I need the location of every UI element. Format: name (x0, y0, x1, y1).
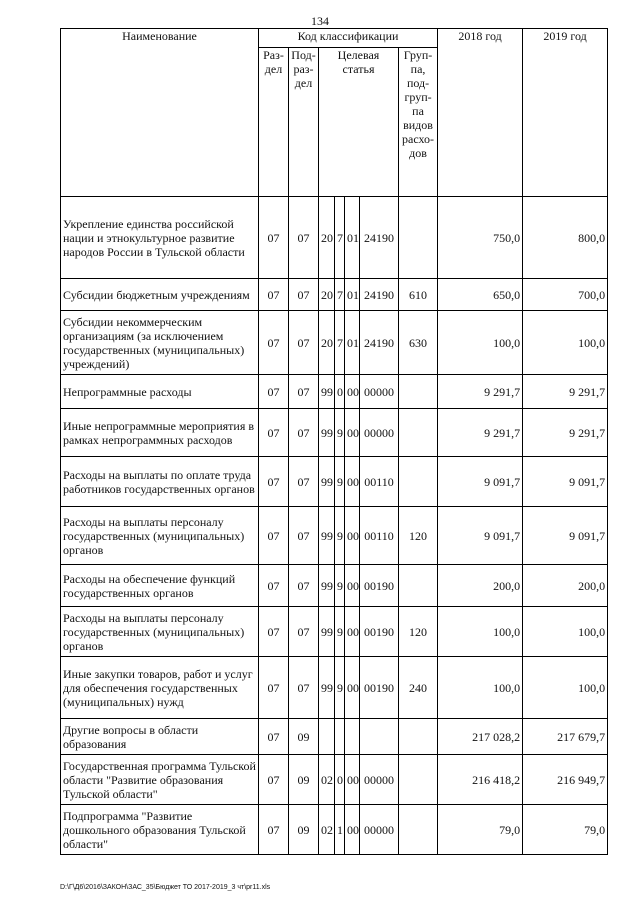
cell-target-program: 99 (319, 409, 335, 457)
cell-target-program: 99 (319, 507, 335, 565)
table-row (61, 409, 608, 457)
cell-group (399, 409, 438, 457)
cell-group (399, 375, 438, 409)
cell-target-event: 00 (345, 375, 360, 409)
cell-group: 240 (399, 657, 438, 719)
cell-name: Расходы на выплаты по оплате труда работников государственных органов (61, 457, 259, 507)
cell-target-subprogram: 7 (335, 311, 345, 375)
cell-section: 07 (259, 507, 289, 565)
cell-target-event: 00 (345, 507, 360, 565)
cell-group: 120 (399, 607, 438, 657)
table-row (61, 805, 608, 855)
cell-target-event: 00 (345, 755, 360, 805)
cell-target-subprogram: 0 (335, 375, 345, 409)
header-year-2019: 2019 год (523, 29, 608, 197)
cell-target-subprogram: 7 (335, 279, 345, 311)
cell-target-event: 01 (345, 279, 360, 311)
table-row (61, 311, 608, 375)
cell-subsection: 09 (289, 719, 319, 755)
cell-target-program: 99 (319, 657, 335, 719)
table-row (61, 607, 608, 657)
cell-section: 07 (259, 311, 289, 375)
cell-target-event: 00 (345, 805, 360, 855)
cell-name: Расходы на выплаты персоналу государственных (муниципальных) органов (61, 507, 259, 565)
cell-section: 07 (259, 565, 289, 607)
cell-target-subprogram: 9 (335, 607, 345, 657)
cell-target-event: 00 (345, 457, 360, 507)
cell-target-subprogram: 0 (335, 755, 345, 805)
cell-section: 07 (259, 805, 289, 855)
cell-group (399, 755, 438, 805)
header-row (61, 29, 608, 48)
cell-subsection: 07 (289, 311, 319, 375)
cell-2019: 800,0 (523, 197, 608, 279)
cell-target-subprogram: 1 (335, 805, 345, 855)
cell-section: 07 (259, 457, 289, 507)
table-row (61, 279, 608, 311)
cell-subsection: 09 (289, 755, 319, 805)
cell-2019: 217 679,7 (523, 719, 608, 755)
cell-subsection: 07 (289, 457, 319, 507)
header-target-article: Целевая статья (319, 48, 399, 197)
cell-target-event: 00 (345, 409, 360, 457)
cell-section: 07 (259, 719, 289, 755)
cell-2019: 9 091,7 (523, 457, 608, 507)
cell-name: Субсидии некоммерческим организациям (за исключением государственных (муниципальных) учреждений) (61, 311, 259, 375)
cell-group: 610 (399, 279, 438, 311)
cell-target-program: 02 (319, 755, 335, 805)
cell-target-direction: 00190 (360, 565, 399, 607)
cell-section: 07 (259, 197, 289, 279)
cell-2018: 100,0 (438, 607, 523, 657)
table-row (61, 457, 608, 507)
cell-section: 07 (259, 607, 289, 657)
table-row (61, 197, 608, 279)
cell-subsection: 07 (289, 607, 319, 657)
cell-name: Государственная программа Тульской области "Развитие образования Тульской области" (61, 755, 259, 805)
cell-2018: 217 028,2 (438, 719, 523, 755)
cell-target-event (345, 719, 360, 755)
header-year-2018: 2018 год (438, 29, 523, 197)
cell-target-program: 20 (319, 197, 335, 279)
budget-table (60, 28, 608, 855)
cell-2019: 700,0 (523, 279, 608, 311)
cell-target-subprogram: 9 (335, 507, 345, 565)
cell-subsection: 07 (289, 409, 319, 457)
header-group: Груп- па, под- груп- па видов расхо- дов (399, 48, 438, 197)
cell-target-program: 99 (319, 457, 335, 507)
cell-subsection: 09 (289, 805, 319, 855)
cell-target-direction: 00000 (360, 755, 399, 805)
cell-name: Расходы на обеспечение функций государственных органов (61, 565, 259, 607)
cell-name: Субсидии бюджетным учреждениям (61, 279, 259, 311)
cell-target-program: 20 (319, 311, 335, 375)
cell-target-direction: 24190 (360, 197, 399, 279)
cell-2018: 750,0 (438, 197, 523, 279)
cell-target-event: 01 (345, 197, 360, 279)
cell-target-program: 99 (319, 565, 335, 607)
cell-2019: 9 091,7 (523, 507, 608, 565)
cell-name: Иные закупки товаров, работ и услуг для обеспечения государственных (муниципальных) нужд (61, 657, 259, 719)
cell-subsection: 07 (289, 375, 319, 409)
cell-target-subprogram (335, 719, 345, 755)
cell-target-program: 20 (319, 279, 335, 311)
table-row (61, 565, 608, 607)
cell-target-direction: 00190 (360, 657, 399, 719)
cell-target-direction: 00000 (360, 375, 399, 409)
cell-target-subprogram: 9 (335, 657, 345, 719)
cell-subsection: 07 (289, 565, 319, 607)
cell-target-program: 99 (319, 607, 335, 657)
cell-2019: 100,0 (523, 657, 608, 719)
cell-2019: 9 291,7 (523, 409, 608, 457)
cell-target-direction: 00000 (360, 409, 399, 457)
cell-subsection: 07 (289, 279, 319, 311)
cell-target-event: 00 (345, 607, 360, 657)
cell-group (399, 197, 438, 279)
cell-2018: 79,0 (438, 805, 523, 855)
cell-group (399, 565, 438, 607)
header-name: Наименование (61, 29, 259, 197)
header-subsection: Под- раз- дел (289, 48, 319, 197)
table-row (61, 657, 608, 719)
cell-section: 07 (259, 657, 289, 719)
cell-target-subprogram: 7 (335, 197, 345, 279)
cell-2018: 100,0 (438, 311, 523, 375)
cell-2018: 200,0 (438, 565, 523, 607)
page-number: 134 (311, 14, 329, 28)
cell-2018: 9 291,7 (438, 409, 523, 457)
cell-name: Укрепление единства российской нации и этнокультурное развитие народов России в Тульской области (61, 197, 259, 279)
table-row (61, 719, 608, 755)
table-body (61, 29, 608, 855)
cell-subsection: 07 (289, 197, 319, 279)
cell-2019: 100,0 (523, 311, 608, 375)
cell-2019: 79,0 (523, 805, 608, 855)
table-row (61, 375, 608, 409)
cell-name: Иные непрограммные мероприятия в рамках непрограммных расходов (61, 409, 259, 457)
cell-section: 07 (259, 279, 289, 311)
cell-2018: 9 091,7 (438, 507, 523, 565)
cell-section: 07 (259, 375, 289, 409)
cell-target-subprogram: 9 (335, 409, 345, 457)
cell-section: 07 (259, 409, 289, 457)
cell-group: 120 (399, 507, 438, 565)
cell-name: Непрограммные расходы (61, 375, 259, 409)
cell-2018: 9 291,7 (438, 375, 523, 409)
cell-2019: 200,0 (523, 565, 608, 607)
file-path-footer: D:\Г\Д6\2016\ЗАКОН\ЗАС_35\Бюджет ТО 2017-2019_3 чт\pr11.xls (60, 884, 271, 891)
cell-2018: 216 418,2 (438, 755, 523, 805)
cell-section: 07 (259, 755, 289, 805)
cell-2018: 100,0 (438, 657, 523, 719)
cell-group (399, 805, 438, 855)
cell-target-event: 00 (345, 565, 360, 607)
cell-target-direction: 00000 (360, 805, 399, 855)
cell-name: Расходы на выплаты персоналу государственных (муниципальных) органов (61, 607, 259, 657)
cell-target-program: 99 (319, 375, 335, 409)
cell-target-direction: 24190 (360, 311, 399, 375)
cell-target-subprogram: 9 (335, 457, 345, 507)
cell-2019: 100,0 (523, 607, 608, 657)
cell-group (399, 719, 438, 755)
cell-subsection: 07 (289, 657, 319, 719)
table-row (61, 507, 608, 565)
cell-name: Другие вопросы в области образования (61, 719, 259, 755)
header-code: Код классификации (259, 29, 438, 48)
cell-2018: 650,0 (438, 279, 523, 311)
cell-group (399, 457, 438, 507)
cell-target-program (319, 719, 335, 755)
cell-subsection: 07 (289, 507, 319, 565)
cell-2019: 216 949,7 (523, 755, 608, 805)
cell-target-direction: 00110 (360, 507, 399, 565)
cell-target-program: 02 (319, 805, 335, 855)
cell-target-event: 00 (345, 657, 360, 719)
cell-target-direction: 24190 (360, 279, 399, 311)
cell-target-direction (360, 719, 399, 755)
cell-target-direction: 00110 (360, 457, 399, 507)
cell-target-subprogram: 9 (335, 565, 345, 607)
cell-2018: 9 091,7 (438, 457, 523, 507)
cell-target-event: 01 (345, 311, 360, 375)
header-section: Раз- дел (259, 48, 289, 197)
cell-2019: 9 291,7 (523, 375, 608, 409)
cell-name: Подпрограмма "Развитие дошкольного образования Тульской области" (61, 805, 259, 855)
cell-group: 630 (399, 311, 438, 375)
cell-target-direction: 00190 (360, 607, 399, 657)
table-row (61, 755, 608, 805)
